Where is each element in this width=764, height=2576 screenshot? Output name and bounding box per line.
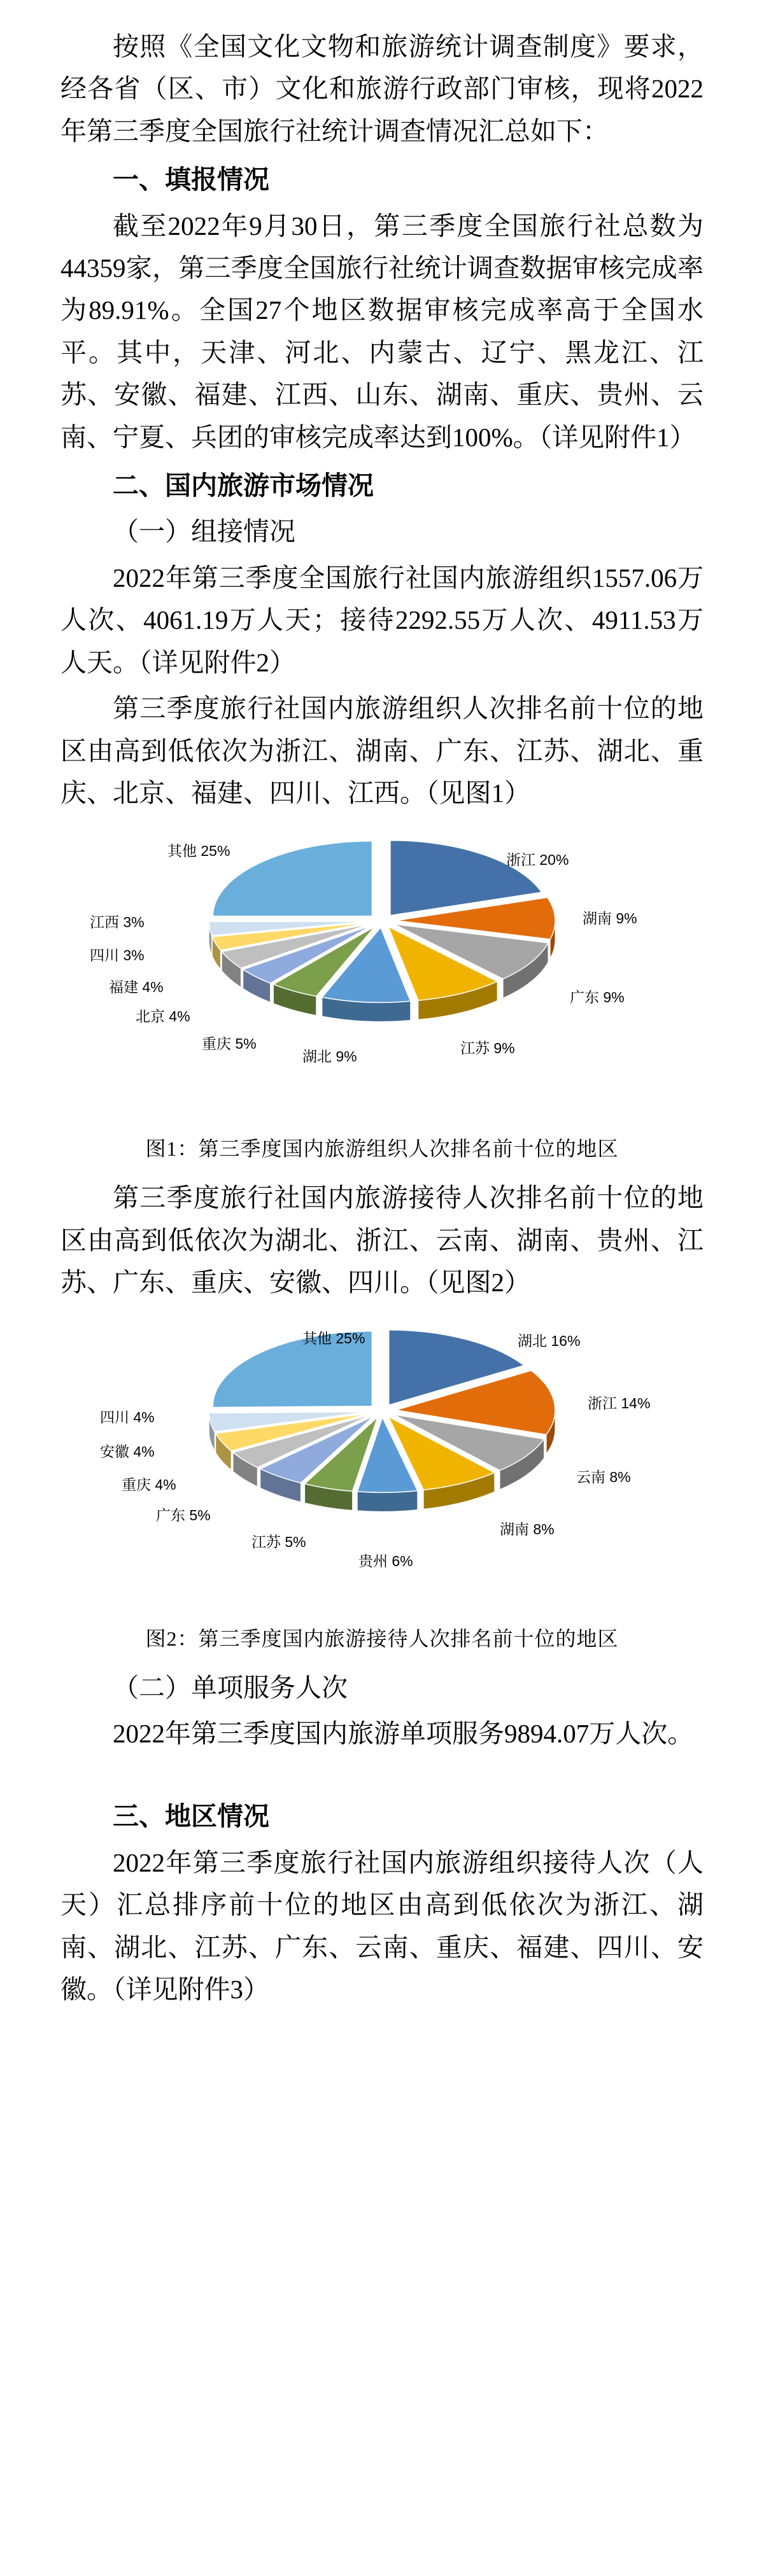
pie-2-label-sichuan: 四川 4% [100,1408,155,1425]
section-2-paragraph-2: 第三季度旅行社国内旅游组织人次排名前十位的地区由高到低依次为浙江、湖南、广东、江苏、湖北、重庆、北京、福建、四川、江西。（见图1） [60,694,704,808]
pie-1-label-fujian: 福建 4% [109,979,164,996]
section-3-paragraph: 2022年第三季度旅行社国内旅游组织接待人次（人天）汇总排序前十位的地区由高到低依次为浙江、湖南、湖北、江苏、广东、云南、重庆、福建、四川、安徽。（详见附件3） [60,1847,704,2004]
pie-1-label-hubei: 湖北 9% [302,1048,357,1065]
pie-1-label-zhejiang: 浙江 20% [506,851,569,869]
pie-2-label-anhui: 安徽 4% [100,1443,155,1460]
pie-2-label-other: 其他 25% [302,1329,365,1347]
figure-1 [60,825,704,1164]
section-2-subheading-2: （二）单项服务人次 [113,1672,348,1702]
pie-1-label-sichuan: 四川 3% [90,947,145,964]
section-2-subheading-1: （一）组接情况 [113,517,295,547]
pie-2-label-hunan: 湖南 8% [500,1520,555,1537]
figure-2-caption: 图2：第三季度国内旅游接待人次排名前十位的地区 [145,1627,619,1650]
pie-1-label-beijing: 北京 4% [136,1008,190,1025]
pie-1-label-chongqing: 重庆 5% [202,1035,257,1053]
section-1-paragraph: 截至2022年9月30日，第三季度全国旅行社总数为44359家，第三季度全国旅行社统计调查数据审核完成率为89.91%。全国27个地区数据审核完成率高于全国水平。其中，天津、河北、内蒙古、辽宁、黑龙江、江苏、安徽、福建、江西、山东、湖南、重庆、贵州、云南、宁夏、兵团的审核完成率达到100%。（详见附件1） [60,211,704,452]
section-heading-1: 一、填报情况 [113,165,269,195]
figure-2 [60,1315,704,1654]
pie-2-label-guangdong: 广东 5% [156,1506,211,1523]
pie-2-label-chongqing: 重庆 4% [122,1476,176,1493]
figure-1-caption: 图1：第三季度国内旅游组织人次排名前十位的地区 [145,1137,619,1161]
pie-chart-1 [60,825,704,1124]
section-2-paragraph-1: 2022年第三季度全国旅行社国内旅游组织1557.06万人次、4061.19万人天；接待2292.55万人次、4911.53万人天。（详见附件2） [60,563,704,677]
pie-1-label-other: 其他 25% [167,843,230,860]
section-heading-2: 二、国内旅游市场情况 [113,471,374,501]
section-spacer [60,1758,704,1789]
pie-1-label-jiangsu: 江苏 9% [460,1040,515,1057]
section-heading-3: 三、地区情况 [113,1802,269,1831]
pie-2-label-guizhou: 贵州 6% [358,1552,413,1569]
section-2-paragraph-4: 2022年第三季度国内旅游单项服务9894.07万人次。 [113,1718,694,1748]
pie-2-label-yunnan: 云南 8% [576,1468,631,1485]
pie-2-label-zhejiang: 浙江 14% [588,1394,651,1411]
section-2-paragraph-3: 第三季度旅行社国内旅游接待人次排名前十位的地区由高到低依次为湖北、浙江、云南、湖南、贵州、江苏、广东、重庆、安徽、四川。（见图2） [60,1183,704,1298]
pie-chart-1-svg [60,825,704,1124]
pie-2-label-jiangsu: 江苏 5% [251,1533,306,1550]
intro-paragraph: 按照《全国文化文物和旅游统计调查制度》要求，经各省（区、市）文化和旅游行政部门审核，现将2022年第三季度全国旅行社统计调查情况汇总如下： [60,32,704,146]
pie-chart-2 [60,1315,704,1614]
pie-1-label-hunan: 湖南 9% [583,910,637,927]
pie-2-label-hubei: 湖北 16% [518,1332,581,1349]
pie-1-label-guangdong: 广东 9% [570,989,625,1006]
pie-1-label-jiangxi: 江西 3% [90,914,145,931]
